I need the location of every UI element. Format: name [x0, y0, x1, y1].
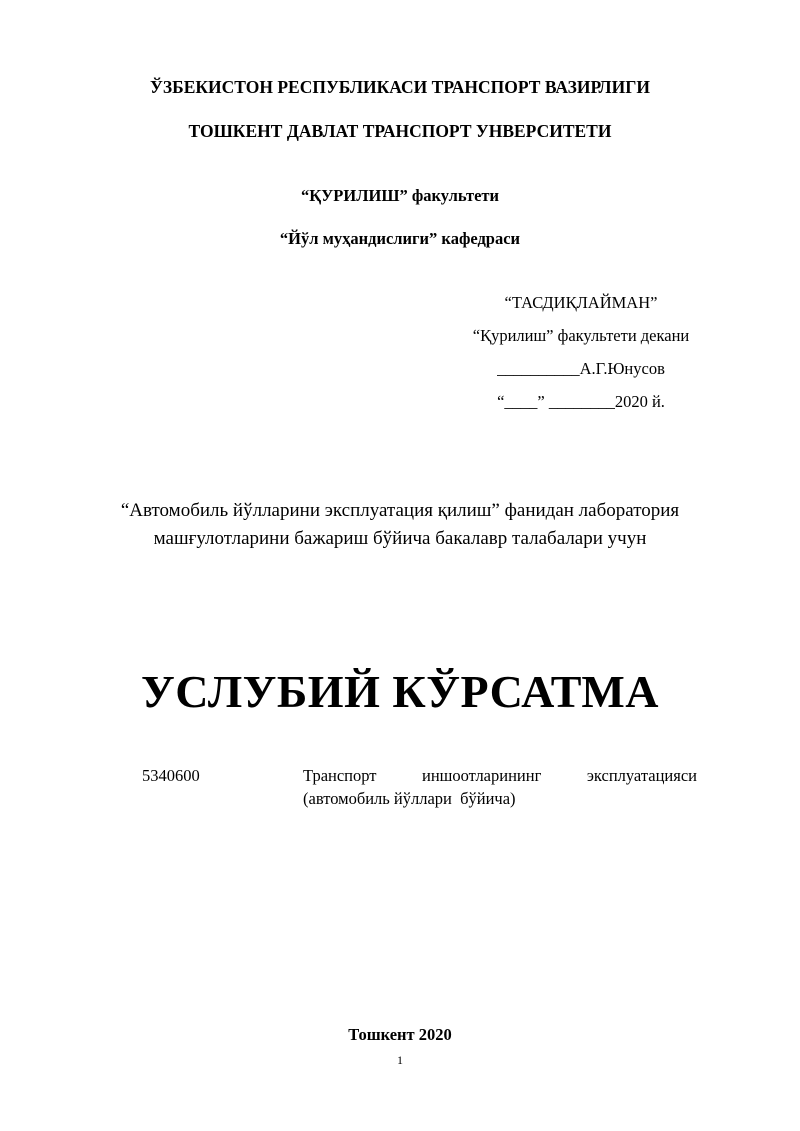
approval-date: “____” ________2020 й. — [497, 392, 665, 411]
department-heading: “Йўл муҳандислиги” кафедраси — [279, 229, 521, 248]
ministry-heading: ЎЗБЕКИСТОН РЕСПУБЛИКАСИ ТРАНСПОРТ ВАЗИРЛИГИ — [150, 77, 650, 97]
university-heading: ТОШКЕНТ ДАВЛАТ ТРАНСПОРТ УНВЕРСИТЕТИ — [188, 121, 612, 141]
city-year: Тошкент 2020 — [348, 1025, 452, 1044]
specialty-code: 5340600 — [142, 766, 200, 785]
page-number: 1 — [397, 1053, 403, 1067]
specialty-name-line-1 — [303, 766, 697, 786]
subject-line-1: “Автомобиль йўлларини эксплуатация қилиш” фанидан лаборатория — [120, 500, 680, 521]
specialty-word: иншоотларининг — [422, 766, 542, 785]
specialty-name-line-2: (автомобиль йўллари бўйича) — [303, 789, 516, 808]
approval-position: “Қурилиш” факультети декани — [472, 326, 690, 345]
approval-title: “ТАСДИҚЛАЙМАН” — [504, 293, 658, 312]
document-title: УСЛУБИЙ КЎРСАТМА — [141, 666, 659, 717]
specialty-word: эксплуатацияси — [586, 766, 697, 785]
subject-line-2: машғулотларини бажариш бўйича бакалавр талабалари учун — [153, 528, 647, 549]
specialty-word: Транспорт — [303, 766, 377, 785]
faculty-heading: “ҚУРИЛИШ” факультети — [300, 186, 500, 205]
approval-signature: __________А.Г.Юнусов — [497, 359, 665, 378]
